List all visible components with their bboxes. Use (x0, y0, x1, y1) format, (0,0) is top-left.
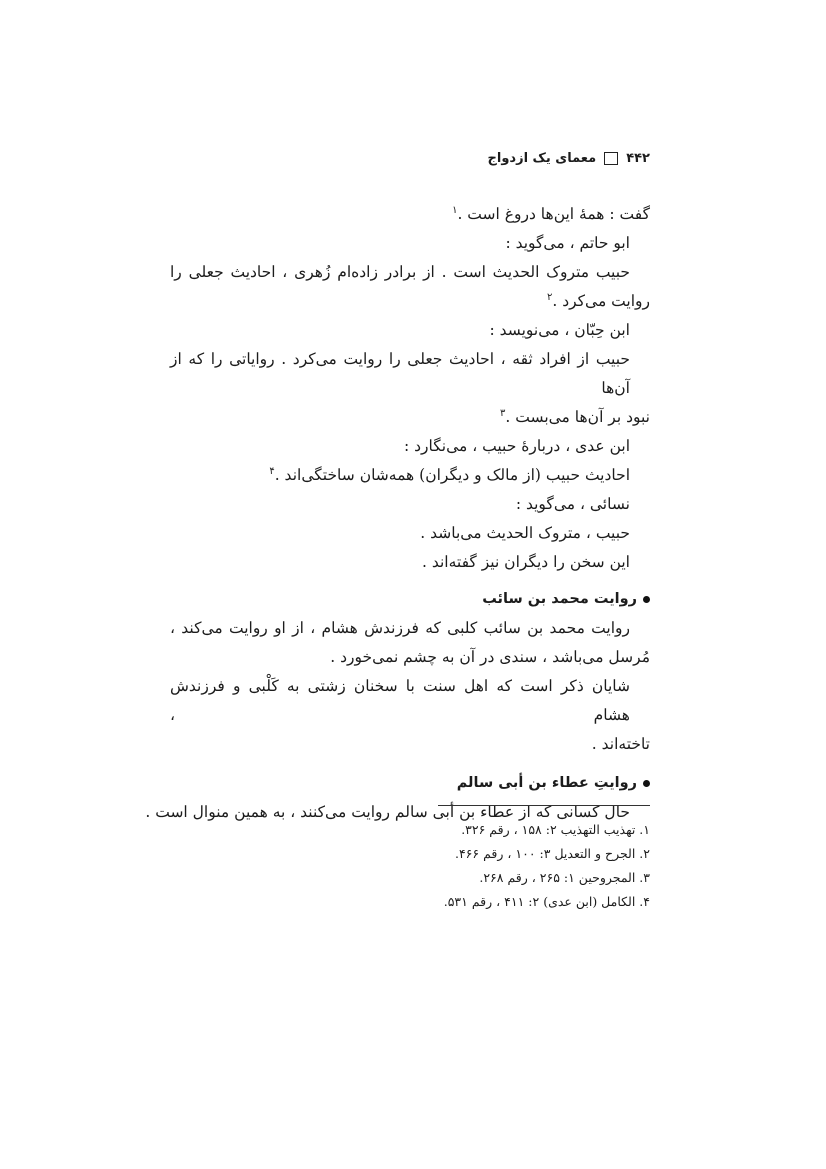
paragraph: حبیب متروک الحدیث است . از برادر زاده‌ام زُهری ، احادیث جعلی را (170, 263, 630, 281)
paragraph (170, 200, 650, 229)
footnote-ref: ۱ (452, 204, 458, 216)
paragraph: ابن حِبّان ، می‌نویسد : (489, 321, 630, 339)
section-heading-text: روایتِ عطاء بن أبی سالم (456, 775, 637, 791)
footnote: ۲. الجرح و التعدیل ۳: ۱۰۰ ، رقم ۴۶۶. (454, 846, 650, 861)
section-heading (170, 585, 650, 614)
paragraph: ابو حاتم ، می‌گوید : (505, 234, 630, 252)
paragraph-text: نبود بر آن‌ها می‌بست . (505, 408, 650, 426)
paragraph: این سخن را دیگران نیز گفته‌اند . (421, 553, 630, 571)
footnote: ۳. المجروحین ۱: ۲۶۵ ، رقم ۲۶۸. (479, 870, 650, 885)
paragraph: شایان ذکر است که اهل سنت با سخنان زشتی به کَلْبی و فرزندش هشام ، (170, 677, 630, 724)
paragraph: ابن عدی ، دربارهٔ حبیب ، می‌نگارد : (403, 437, 630, 455)
section-heading (170, 769, 650, 798)
footnote: ۱. تهذیب التهذیب ۲: ۱۵۸ ، رقم ۳۲۶. (461, 822, 650, 837)
paragraph: حبیب ، متروک الحدیث می‌باشد . (420, 524, 630, 542)
bullet-icon (643, 596, 650, 603)
footnote-ref: ۴ (269, 465, 275, 477)
paragraph: حال کسانی که از عطاء بن أبی سالم روایت می‌کنند ، به همین منوال است . (145, 803, 630, 821)
paragraph-text: گفت : همهٔ این‌ها دروغ است . (457, 205, 650, 223)
bullet-icon (643, 780, 650, 787)
paragraph (170, 461, 650, 490)
running-header (488, 151, 650, 166)
square-ornament-icon (604, 152, 618, 165)
paragraph: روایت محمد بن سائب کلبی که فرزندش هشام ، از او روایت می‌کند ، (170, 619, 630, 637)
footnote-divider (438, 805, 650, 806)
section-heading-text: روایت محمد بن سائب (482, 591, 637, 607)
paragraph-continuation (170, 403, 650, 432)
paragraph-continuation: مُرسل می‌باشد ، سندی در آن به چشم نمی‌خورد . (330, 648, 650, 666)
paragraph-text: روایت می‌کرد . (552, 292, 650, 310)
paragraph-continuation (170, 287, 650, 316)
paragraph: نسائی ، می‌گوید : (515, 495, 630, 513)
footnote-ref: ۲ (546, 291, 553, 303)
running-title: معمای یک ازدواج (487, 151, 597, 166)
footnote: ۴. الکامل (ابن عدی) ۲: ۴۱۱ ، رقم ۵۳۱. (443, 894, 650, 909)
main-text (145, 200, 650, 827)
footnote-ref: ۳ (500, 407, 506, 419)
footnotes (350, 818, 650, 914)
paragraph: حبیب از افراد ثقه ، احادیث جعلی را روایت می‌کرد . روایاتی را که از آن‌ها (170, 350, 630, 397)
paragraph-continuation: تاخته‌اند . (591, 735, 650, 753)
paragraph-text: احادیث حبیب (از مالک و دیگران) همه‌شان ساختگی‌اند . (274, 466, 630, 484)
page-number: ۴۴۲ (626, 151, 650, 166)
